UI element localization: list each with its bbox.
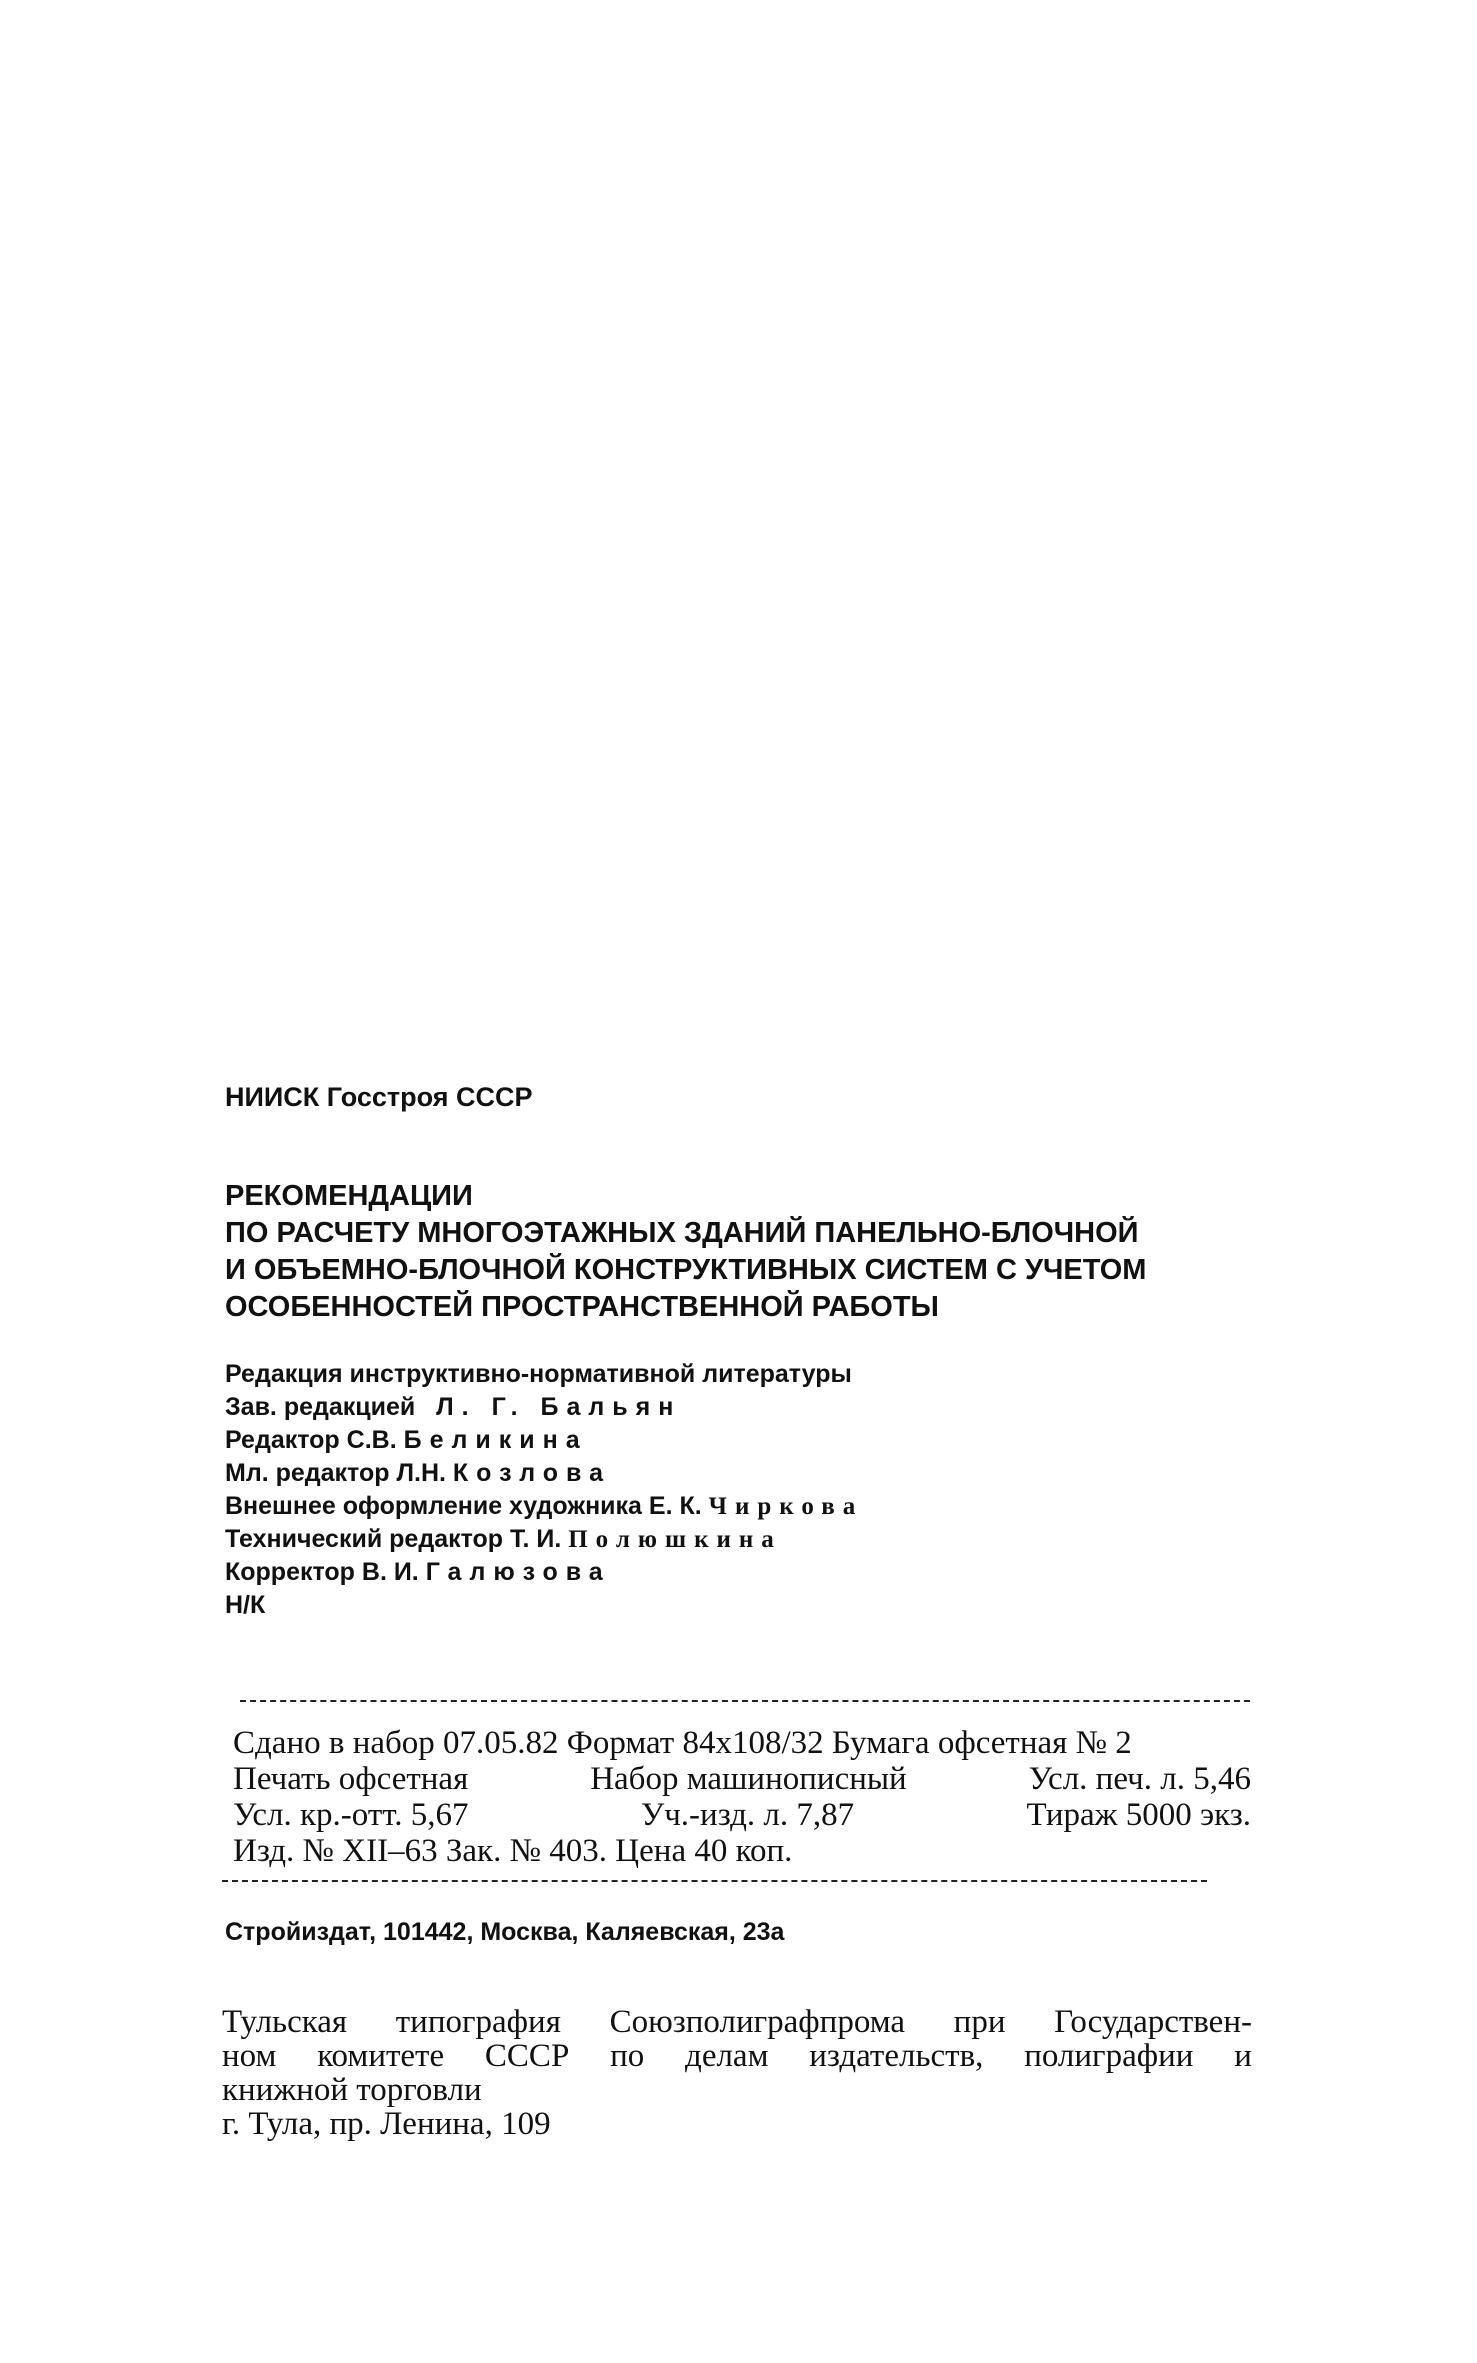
printer-word: Союзполиграфпрома bbox=[609, 2004, 906, 2040]
corrector-name: Галюзова bbox=[425, 1558, 611, 1586]
specs-row bbox=[233, 1725, 1251, 1761]
printer-word: Государствен- bbox=[1054, 2004, 1252, 2040]
specs-cell: Тираж 5000 экз. bbox=[1026, 1797, 1251, 1833]
specs-cell: Печать офсетная bbox=[233, 1761, 469, 1797]
corrector-line bbox=[225, 1556, 863, 1589]
printer-word: типография bbox=[395, 2004, 561, 2040]
divider-top bbox=[240, 1700, 1250, 1702]
jr-editor-name: Козлова bbox=[452, 1459, 611, 1487]
printer-word: ном bbox=[222, 2038, 277, 2074]
title-line: РЕКОМЕНДАЦИИ bbox=[225, 1180, 473, 1212]
print-specs bbox=[233, 1725, 1251, 1869]
edition-line: Редакция инструктивно-нормативной литературы bbox=[225, 1360, 852, 1388]
printer-line-3: книжной торговли bbox=[222, 2072, 482, 2108]
jr-editor-role: Мл. редактор Л.Н. bbox=[225, 1459, 446, 1487]
tech-editor-name: Полюшкина bbox=[568, 1526, 782, 1553]
design-line bbox=[225, 1490, 863, 1523]
title-line: ОСОБЕННОСТЕЙ ПРОСТРАНСТВЕННОЙ РАБОТЫ bbox=[225, 1291, 939, 1323]
specs-row bbox=[233, 1797, 1251, 1833]
head-editor-line bbox=[225, 1391, 863, 1424]
specs-cell: Усл. кр.-отт. 5,67 bbox=[233, 1797, 469, 1833]
printer-info bbox=[222, 2005, 1252, 2141]
title-line: И ОБЪЕМНО-БЛОЧНОЙ КОНСТРУКТИВНЫХ СИСТЕМ С УЧЕТОМ bbox=[225, 1254, 1147, 1286]
specs-row-1: Сдано в набор 07.05.82 Формат 84x108/32 Бумага офсетная № 2 bbox=[233, 1725, 1132, 1761]
mark-line: Н/К bbox=[225, 1591, 266, 1619]
printer-address: г. Тула, пр. Ленина, 109 bbox=[222, 2106, 551, 2142]
printer-word: при bbox=[953, 2004, 1006, 2040]
printer-word: Тульская bbox=[222, 2004, 348, 2040]
printer-word: полиграфии bbox=[1024, 2038, 1194, 2074]
tech-editor-line bbox=[225, 1523, 863, 1556]
design-name: Чиркова bbox=[708, 1493, 864, 1520]
printer-row bbox=[222, 2005, 1252, 2039]
printer-word: делам bbox=[685, 2038, 769, 2074]
publisher-address: Стройиздат, 101442, Москва, Каляевская, 23а bbox=[225, 1918, 785, 1946]
head-editor-role: Зав. редакцией bbox=[225, 1393, 416, 1421]
staff-credits bbox=[225, 1358, 863, 1622]
specs-cell: Уч.-изд. л. 7,87 bbox=[640, 1797, 855, 1833]
editor-name: Беликина bbox=[403, 1426, 588, 1454]
editor-line bbox=[225, 1424, 863, 1457]
printer-word: и bbox=[1234, 2038, 1252, 2074]
corrector-role: Корректор В. И. bbox=[225, 1558, 419, 1586]
jr-editor-line bbox=[225, 1457, 863, 1490]
title-line: ПО РАСЧЕТУ МНОГОЭТАЖНЫХ ЗДАНИЙ ПАНЕЛЬНО-БЛОЧНОЙ bbox=[225, 1217, 1139, 1249]
printer-word: СССР bbox=[484, 2038, 570, 2074]
specs-row bbox=[233, 1833, 1251, 1869]
specs-row-4: Изд. № XII–63 Зак. № 403. Цена 40 коп. bbox=[233, 1833, 793, 1869]
divider-bottom bbox=[222, 1880, 1207, 1882]
specs-cell: Усл. печ. л. 5,46 bbox=[1028, 1761, 1251, 1797]
head-editor-name: Л. Г. Бальян bbox=[436, 1393, 682, 1421]
specs-cell: Набор машинописный bbox=[590, 1761, 907, 1797]
printer-word: комитете bbox=[317, 2038, 445, 2074]
specs-row bbox=[233, 1761, 1251, 1797]
printer-row bbox=[222, 2039, 1252, 2073]
tech-editor-role: Технический редактор Т. И. bbox=[225, 1525, 562, 1553]
organization: НИИСК Госстроя СССР bbox=[225, 1082, 533, 1112]
printer-word: по bbox=[610, 2038, 645, 2074]
editor-role: Редактор С.В. bbox=[225, 1426, 397, 1454]
design-role: Внешнее оформление художника Е. К. bbox=[225, 1492, 702, 1520]
book-title bbox=[225, 1178, 1146, 1326]
printer-word: издательств, bbox=[809, 2038, 984, 2074]
